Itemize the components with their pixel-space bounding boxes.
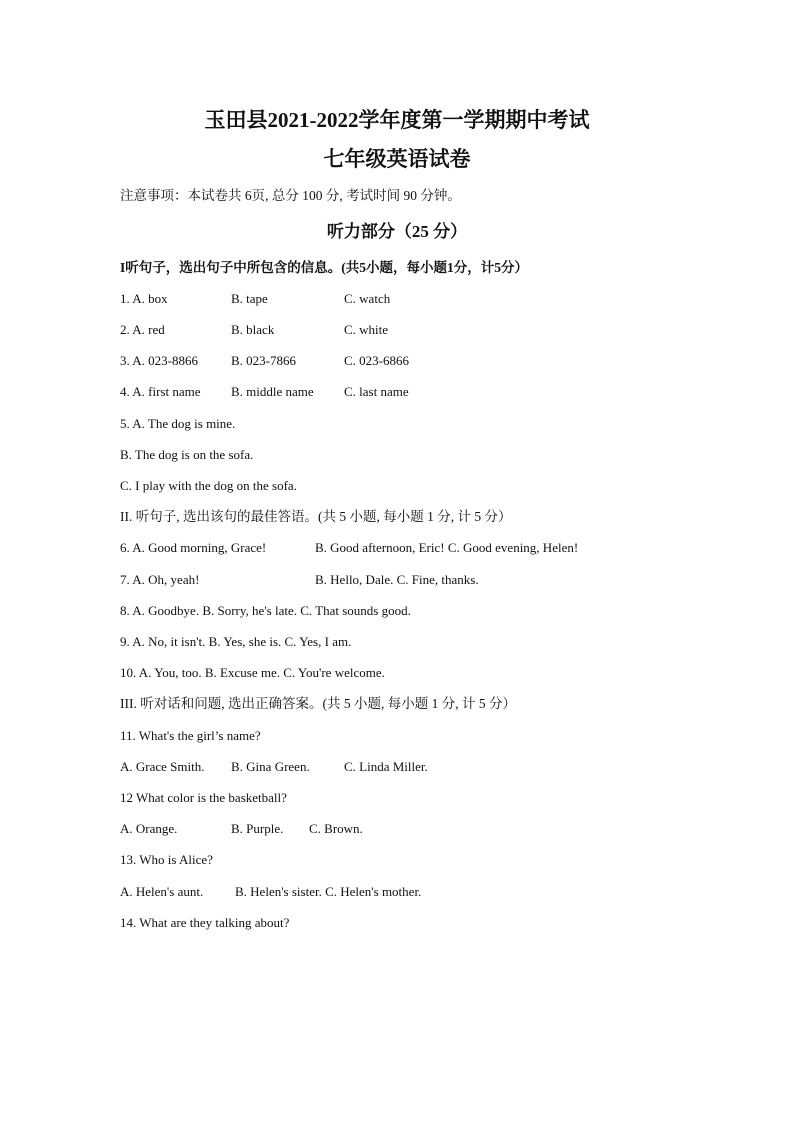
q5-option-a: 5. A. The dog is mine.	[120, 416, 236, 431]
exam-title: 玉田县2021-2022学年度第一学期期中考试	[204, 108, 590, 132]
exam-subtitle: 七年级英语试卷	[323, 147, 471, 171]
q4-option-c: C. last name	[344, 384, 409, 399]
part3-heading: III. 听对话和问题, 选出正确答案。(共 5 小题, 每小题 1 分, 计 5 分）	[120, 696, 516, 711]
question-13: 13. Who is Alice?	[120, 852, 213, 867]
q7-option-a: 7. A. Oh, yeah!	[120, 572, 200, 587]
q1-option-c: C. watch	[344, 291, 391, 306]
q5-option-b: B. The dog is on the sofa.	[120, 447, 254, 462]
q13-options-bc: B. Helen's sister. C. Helen's mother.	[235, 884, 422, 899]
q4-option-b: B. middle name	[231, 384, 314, 399]
q7-options-bc: B. Hello, Dale. C. Fine, thanks.	[315, 572, 479, 587]
q11-option-a: A. Grace Smith.	[120, 759, 205, 774]
q12-option-c: C. Brown.	[309, 821, 363, 836]
q3-option-a: 3. A. 023-8866	[120, 353, 198, 368]
q6-option-a: 6. A. Good morning, Grace!	[120, 540, 267, 555]
listening-heading: 听力部分（25 分）	[326, 222, 468, 241]
question-8: 8. A. Goodbye. B. Sorry, he's late. C. That sounds good.	[120, 603, 411, 618]
part2-heading: II. 听句子, 选出该句的最佳答语。(共 5 小题, 每小题 1 分, 计 5 分）	[120, 509, 512, 524]
question-14: 14. What are they talking about?	[120, 915, 290, 930]
q13-option-a: A. Helen's aunt.	[120, 884, 204, 899]
q1-option-b: B. tape	[231, 291, 268, 306]
question-10: 10. A. You, too. B. Excuse me. C. You're welcome.	[120, 665, 385, 680]
q2-option-a: 2. A. red	[120, 322, 165, 337]
q11-option-c: C. Linda Miller.	[344, 759, 428, 774]
q2-option-c: C. white	[344, 322, 389, 337]
part1-heading: I听句子，选出句子中所包含的信息。(共5小题，每小题1分，计5分）	[120, 260, 528, 275]
q12-option-a: A. Orange.	[120, 821, 178, 836]
q3-option-b: B. 023-7866	[231, 353, 296, 368]
q5-option-c: C. I play with the dog on the sofa.	[120, 478, 297, 493]
q4-option-a: 4. A. first name	[120, 384, 201, 399]
question-11: 11. What's the girl’s name?	[120, 728, 261, 743]
q6-options-bc: B. Good afternoon, Eric! C. Good evening, Helen!	[315, 540, 579, 555]
exam-note: 注意事项：本试卷共 6页, 总分 100 分, 考试时间 90 分钟。	[120, 188, 461, 203]
q3-option-c: C. 023-6866	[344, 353, 409, 368]
question-12: 12 What color is the basketball?	[120, 790, 287, 805]
q11-option-b: B. Gina Green.	[231, 759, 310, 774]
question-9: 9. A. No, it isn't. B. Yes, she is. C. Yes, I am.	[120, 634, 352, 649]
q12-option-b: B. Purple.	[231, 821, 284, 836]
q2-option-b: B. black	[231, 322, 275, 337]
q1-option-a: 1. A. box	[120, 291, 168, 306]
